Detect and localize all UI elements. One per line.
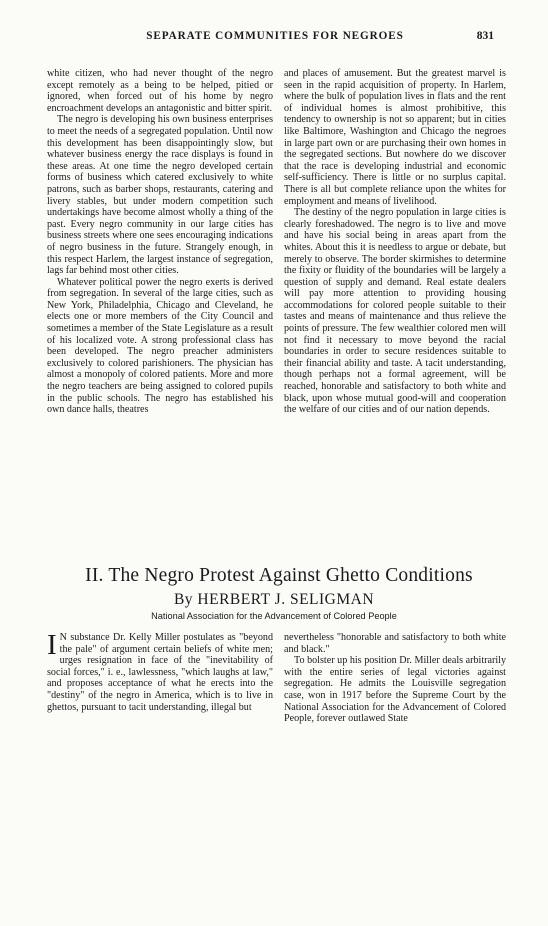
paragraph: white citizen, who had never thought of the negro except remotely as a being to be helped, pitied or ignored, when forced out of his home by negro encroachment develops an antagonistic and bitter spirit.: [47, 68, 273, 114]
right-column-top: [284, 68, 506, 416]
left-column-bottom: [47, 629, 273, 713]
left-column-top: [47, 68, 273, 416]
paragraph: Whatever political power the negro exerts is derived from segregation. In several of the large cities, such as New York, Philadelphia, Chicago and Cleveland, he elects one or more members of the City Council and sometimes a member of the State Legislature as a result of his localized vote. A strong professional class has been developed. The negro preacher administers exclusively to colored parishioners. The physician has almost a monopoly of colored patients. More and more the negro teachers are being assigned to colored pupils in the public schools. The negro has established his own dance halls, theatres: [47, 276, 273, 416]
paragraph: nevertheless "honorable and satisfactory to both white and black.": [284, 632, 506, 655]
page-header: [56, 30, 494, 52]
page-number: 831: [476, 30, 494, 42]
author-affiliation: National Association for the Advancement of Colored People: [151, 611, 397, 621]
paragraph: The destiny of the negro population in large cities is clearly foreshadowed. The negro is to live and move and have his social being in areas apart from the whites. About this it is needless to argue or debate, but merely to observe. The border skirmishes to determine the fixity or fluidity of the boundaries will be largely a question of supply and demand. Real estate dealers will pay more attention to providing housing accommodations for colored people suitable to their tastes and means of maintenance and thus relieve the points of pressure. The few wealthier colored men will not find it necessary to move beyond the racial boundaries in order to secure residences suitable to their financial ability and taste. A tacit understanding, though perhaps not a formal agreement, will be reached, honorable and satisfactory to both white and black, upon whose mutual good-will and cooperation the welfare of our cities and of our nation depends.: [284, 207, 506, 416]
right-column-bottom: [284, 632, 506, 725]
paragraph-text: N substance Dr. Kelly Miller postulates as "beyond the pale" of argument certain beliefs of white men; urges resignation in face of the "inevitability of social forces," i. e., lawlessness, "which laughs at law," and proposes acceptance of what he erects into the "destiny" of the negro in America, which is to live in ghettos, pursuant to tacit understanding, illegal but: [47, 632, 273, 713]
paragraph: and places of amusement. But the greatest marvel is seen in the rapid acquisition of property. In Harlem, where the bulk of population lives in flats and the rent of individual homes is almost prohibitive, this tendency to ownership is not so apparent; but in cities like Baltimore, Washington and Chicago the negroes in large part own or are purchasing their own homes in the segregated sections. But nowhere do we discover that the race is developing industrial and economic self-sufficiency. There is little or no surplus capital. There is all but complete reliance upon the whites for employment and means of livelihood.: [284, 68, 506, 207]
byline: By HERBERT J. SELIGMAN: [173, 591, 375, 608]
running-title: SEPARATE COMMUNITIES FOR NEGROES: [146, 30, 404, 42]
paragraph: [47, 629, 273, 713]
paragraph: To bolster up his position Dr. Miller deals arbitrarily with the entire series of legal victories against segregation. He admits the Louisville segregation case, won in 1917 before the Supreme Court by the National Association for the Advancement of Colored People, forever outlawed State: [284, 655, 506, 725]
drop-cap: I: [47, 629, 57, 661]
paragraph: The negro is developing his own business enterprises to meet the needs of a segregated population. Until now this development has been disappointingly slow, but whatever business energy the race displays is found in these areas. At one time the negro developed certain forms of business which catered exclusively to white patrons, such as barber shops, restaurants, catering and livery stables, but under modern competition such undertakings have become almost wholly a thing of the past. Every negro community in our large cities has business streets where one sees encouraging indications of negro business in the future. Strangely enough, in this respect Harlem, the largest instance of segregation, lags far behind most other cities.: [47, 114, 273, 277]
article-title: II. The Negro Protest Against Ghetto Conditions: [85, 565, 473, 586]
